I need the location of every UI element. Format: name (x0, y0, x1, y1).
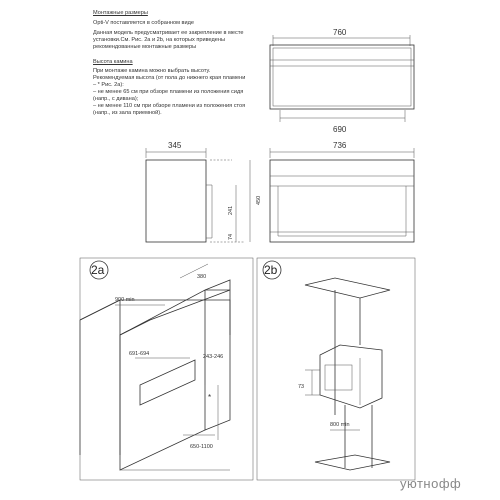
note-line: (напр., с дивана); (93, 96, 139, 102)
note-line: рекомендованные монтажные размеры (93, 44, 197, 50)
dim-900-min: 900 min (115, 297, 135, 303)
section-title-height: Высота камина (93, 59, 133, 65)
section-title-mounting: Монтажные размеры (93, 10, 148, 16)
side-view (146, 141, 262, 242)
dim-241: 241 (228, 205, 234, 215)
note-line: Данная модель предусматривает ее закрепление в месте (93, 30, 244, 36)
dim-690: 690 (333, 125, 347, 134)
note-line: установки.См. Рис. 2a и 2b, на которых приведены (93, 37, 225, 43)
dim-380: 380 (197, 274, 207, 280)
badge-2b: 2b (264, 263, 278, 277)
dim-345: 345 (168, 141, 182, 150)
dim-760: 760 (333, 28, 347, 37)
front-view (270, 141, 414, 242)
dim-736: 736 (333, 141, 347, 150)
dim-650-1100: 650-1100 (190, 444, 213, 450)
asterisk-mark: * (208, 393, 212, 402)
note-line: Рекомендуемая высота (от пола до нижнего края пламени (93, 75, 246, 81)
note-line: (напр., из зала приемной). (93, 110, 162, 116)
note-line: Opti-V поставляется в собранном виде (93, 20, 194, 26)
dim-800-min: 800 min (330, 422, 350, 428)
watermark-text: уютнофф (400, 476, 462, 491)
dim-691-694: 691-694 (129, 351, 150, 357)
note-line: – не менее 110 см при обзоре пламени из положения стоя (93, 103, 246, 109)
note-line: – не менее 65 см при обзоре пламени из положения сидя (93, 89, 244, 95)
note-line: При монтаже камина можно выбрать высоту. (93, 68, 211, 74)
figure-2b (263, 261, 390, 470)
badge-2a: 2a (91, 263, 105, 277)
dim-74: 74 (228, 233, 234, 240)
top-view (270, 28, 414, 134)
dim-73: 73 (298, 384, 305, 390)
note-line: – * Рис. 2a): (93, 82, 124, 88)
figure-2a (80, 261, 230, 470)
dim-243-246: 243-246 (203, 354, 224, 360)
frame-2b (257, 258, 415, 480)
dim-450: 450 (256, 195, 262, 205)
